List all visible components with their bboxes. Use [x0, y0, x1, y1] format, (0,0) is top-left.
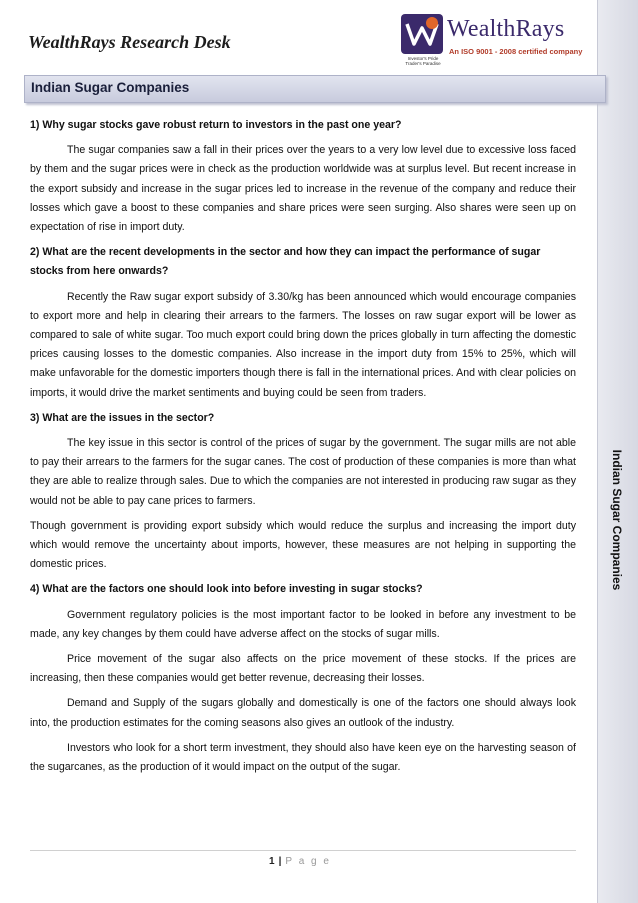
section-banner — [24, 75, 606, 103]
paragraph: Government regulatory policies is the most important factor to be looked in before any investment to be made, any key changes by them could have adverse affect on the stocks of sugar mills. — [30, 608, 576, 640]
paragraph: The key issue in this sector is control of the prices of sugar by the government. The sugar mills are not able to pay their arrears to the farmers for the sugar canes. The cost of production of these companies is more than what they are able to realize through sales. Due to which the companies are not interested in producing raw sugar as they would not be able to pay cane prices to farmers. — [30, 437, 576, 507]
page-footer — [0, 856, 600, 867]
logo-mark-icon — [401, 14, 443, 54]
page-label: P a g e — [285, 856, 331, 867]
question-heading: 2) What are the recent developments in the sector and how they can impact the performance of sugar stocks from here onwards? — [30, 246, 541, 278]
sidebar-label: Indian Sugar Companies — [610, 449, 624, 591]
logo-name: WealthRays — [447, 16, 565, 42]
article-body — [30, 116, 576, 783]
question-heading: 3) What are the issues in the sector? — [30, 411, 215, 424]
section-2 — [30, 243, 576, 403]
wealthrays-logo — [401, 14, 591, 66]
desk-title: WealthRays Research Desk — [28, 32, 231, 52]
question-heading: 4) What are the factors one should look into before investing in sugar stocks? — [30, 583, 423, 596]
footer-separator: | — [278, 856, 282, 867]
section-4 — [30, 580, 576, 777]
paragraph: Investors who look for a short term investment, they should also have keen eye on the harvesting season of the sugarcanes, as the production of it would impact on the output of the sugar. — [30, 741, 576, 774]
paragraph: Though government is providing export subsidy which would reduce the surplus and increasing the import duty which would remove the uncertainty about imports, however, these measures are not helping in supporting the domestic prices. — [30, 519, 576, 571]
question-heading: 1) Why sugar stocks gave robust return to investors in the past one year? — [30, 119, 402, 131]
footer-divider — [30, 850, 576, 851]
logo-tagline: Investor's Pride Trader's Paradise — [405, 56, 441, 66]
paragraph: Recently the Raw sugar export subsidy of 3.30/kg has been announced which would encourage companies to export more and help in clearing their arrears to the farmers. The losses on raw sugar export will be lower as compared to sale of white sugar. Too much export could bring down the prices globally in turn affecting the domestic prices causing losses to the domestic companies. Also increase in the import duty from 15% to 25%, which will make unfavorable for the domestic importers though there is fall in the international prices. And with clear policies on imports, it would drive the market sentiments and buying could be seen from traders. — [30, 290, 576, 399]
logo-certification: An ISO 9001 - 2008 certified company — [449, 47, 583, 56]
section-1 — [30, 116, 576, 237]
section-3 — [30, 409, 576, 575]
banner-title: Indian Sugar Companies — [31, 80, 190, 95]
paragraph: Demand and Supply of the sugars globally and domestically is one of the factors one should always look into, the production estimates for the coming seasons also gives an outlook of the industry. — [30, 697, 576, 729]
paragraph: Price movement of the sugar also affects on the price movement of these stocks. If the prices are increasing, then these companies would get better revenue, decreasing their losses. — [30, 653, 576, 685]
paragraph: The sugar companies saw a fall in their prices over the years to a very low level due to excessive loss faced by them and the sugar prices were in check as the production worldwide was at surplus level. But recent increase in the export subsidy and increase in the sugar prices led to increase in the revenue of the company and reduce their losses which gave a boost to these companies and share prices were seen surging. Also shares were seen up on expectation of rise in import duty. — [30, 144, 576, 234]
page-number: 1 — [269, 856, 275, 867]
